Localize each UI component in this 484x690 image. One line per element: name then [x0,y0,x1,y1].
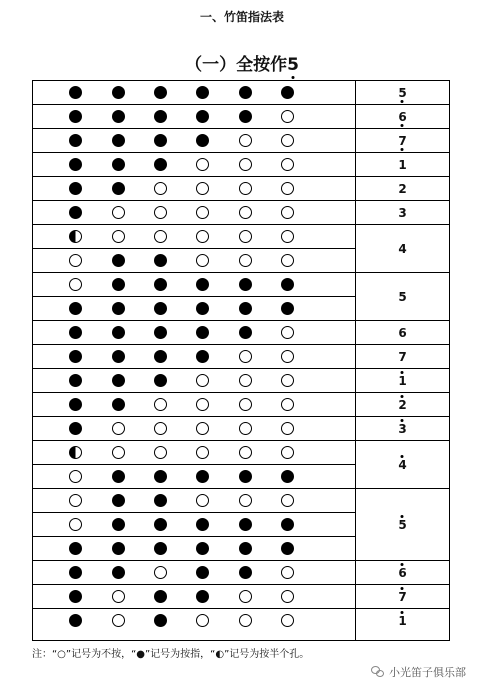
closed-hole-icon [69,158,82,171]
open-hole-icon [154,398,167,411]
open-hole-icon [112,206,125,219]
watermark-text: 小光笛子俱乐部 [389,666,466,679]
open-hole-icon [196,494,209,507]
high-octave-dot [401,419,404,422]
fingering-row [33,417,355,441]
closed-hole-icon [69,86,82,99]
legend-note: 注：“○”记号为不按，“●”记号为按指，“◐”记号为按半个孔。 [32,649,310,660]
note-cell [355,201,450,225]
open-hole-icon [281,110,294,123]
open-hole-icon [281,206,294,219]
note-label [398,519,406,531]
closed-hole-icon [112,278,125,291]
closed-hole-icon [154,542,167,555]
note-label [398,591,406,603]
open-hole-icon [154,230,167,243]
closed-hole-icon [69,542,82,555]
closed-hole-icon [196,542,209,555]
note-label [398,327,406,339]
watermark [371,664,466,680]
fingering-row [33,489,355,513]
open-hole-icon [196,254,209,267]
section-title-note [287,55,299,75]
note-cell [355,489,450,561]
note-cell [355,585,450,609]
open-hole-icon [154,422,167,435]
note-label [398,135,406,147]
closed-hole-icon [154,302,167,315]
closed-hole-icon [154,350,167,363]
open-hole-icon [154,182,167,195]
open-hole-icon [196,230,209,243]
open-hole-icon [154,446,167,459]
high-octave-dot [401,515,404,518]
closed-hole-icon [69,422,82,435]
open-hole-icon [281,182,294,195]
section-title [0,50,484,75]
note-cell [355,129,450,153]
open-hole-icon [239,398,252,411]
note-label-text: 7 [398,133,407,148]
fingering-row [33,609,355,633]
note-label [398,423,406,435]
closed-hole-icon [69,350,82,363]
closed-hole-icon [69,326,82,339]
closed-hole-icon [154,134,167,147]
open-hole-icon [281,374,294,387]
closed-hole-icon [154,278,167,291]
open-hole-icon [281,494,294,507]
closed-hole-icon [154,158,167,171]
closed-hole-icon [154,494,167,507]
open-hole-icon [239,374,252,387]
open-hole-icon [69,518,82,531]
open-hole-icon [281,254,294,267]
note-cell [355,153,450,177]
fingering-row [33,81,355,105]
fingering-row [33,513,355,537]
closed-hole-icon [154,518,167,531]
closed-hole-icon [112,182,125,195]
open-hole-icon [112,230,125,243]
high-octave-dot [401,371,404,374]
open-hole-icon [281,422,294,435]
note-label-text: 6 [398,565,407,580]
note-label [398,375,406,387]
note-label [398,159,406,171]
closed-hole-icon [239,518,252,531]
note-cell [355,369,450,393]
closed-hole-icon [112,326,125,339]
closed-hole-icon [154,254,167,267]
high-octave-dot [401,563,404,566]
closed-hole-icon [112,302,125,315]
closed-hole-icon [112,494,125,507]
open-hole-icon [239,590,252,603]
note-label [398,183,406,195]
closed-hole-icon [69,302,82,315]
open-hole-icon [281,350,294,363]
note-label [398,399,406,411]
closed-hole-icon [239,566,252,579]
note-label-text: 7 [398,589,407,604]
note-cell [355,561,450,585]
open-hole-icon [239,230,252,243]
closed-hole-icon [154,86,167,99]
open-hole-icon [112,614,125,627]
fingering-row [33,153,355,177]
note-cell [355,225,450,273]
closed-hole-icon [69,614,82,627]
open-hole-icon [69,494,82,507]
closed-hole-icon [112,158,125,171]
note-label [398,567,406,579]
open-hole-icon [239,446,252,459]
note-label [398,207,406,219]
note-label [398,615,406,627]
note-cell [355,609,450,633]
note-label [398,111,406,123]
open-hole-icon [281,566,294,579]
note-label-text: 2 [398,397,407,412]
note-cell [355,273,450,321]
note-label-text: 1 [398,373,407,388]
closed-hole-icon [239,326,252,339]
closed-hole-icon [196,86,209,99]
closed-hole-icon [281,518,294,531]
open-hole-icon [239,422,252,435]
closed-hole-icon [69,374,82,387]
closed-hole-icon [196,278,209,291]
closed-hole-icon [69,398,82,411]
fingering-row [33,465,355,489]
closed-hole-icon [196,350,209,363]
closed-hole-icon [154,374,167,387]
open-hole-icon [196,446,209,459]
open-hole-icon [239,254,252,267]
closed-hole-icon [281,86,294,99]
open-hole-icon [154,566,167,579]
open-hole-icon [69,254,82,267]
low-octave-dot [401,100,404,103]
page-title: 一、竹笛指法表 [199,10,284,24]
open-hole-icon [281,614,294,627]
note-label-text: 1 [398,614,407,628]
closed-hole-icon [154,614,167,627]
fingering-row [33,441,355,465]
closed-hole-icon [281,302,294,315]
open-hole-icon [239,182,252,195]
closed-hole-icon [196,470,209,483]
fingering-row [33,249,355,273]
note-label-text: 6 [398,325,407,340]
fingering-row [33,321,355,345]
note-label [398,243,406,255]
note-label-text: 3 [398,205,407,220]
note-label-text: 4 [398,457,407,472]
open-hole-icon [239,206,252,219]
low-octave-dot [401,124,404,127]
fingering-row [33,273,355,297]
high-octave-dot [401,611,404,614]
note-label-text: 6 [398,109,407,124]
closed-hole-icon [196,110,209,123]
open-hole-icon [281,230,294,243]
note-label-text: 4 [398,241,407,256]
note-cell [355,345,450,369]
closed-hole-icon [239,302,252,315]
high-octave-dot [401,587,404,590]
open-hole-icon [196,374,209,387]
wechat-icon [371,666,385,678]
closed-hole-icon [196,326,209,339]
open-hole-icon [196,398,209,411]
closed-hole-icon [154,590,167,603]
fingering-row [33,369,355,393]
fingering-row [33,585,355,609]
closed-hole-icon [112,350,125,363]
open-hole-icon [239,494,252,507]
note-label [398,87,406,99]
open-hole-icon [239,134,252,147]
closed-hole-icon [196,134,209,147]
closed-hole-icon [69,590,82,603]
open-hole-icon [239,158,252,171]
note-cell [355,441,450,489]
note-cell [355,393,450,417]
high-octave-dot [401,455,404,458]
closed-hole-icon [112,134,125,147]
fingering-chart [32,80,450,641]
closed-hole-icon [69,134,82,147]
open-hole-icon [239,614,252,627]
open-hole-icon [154,206,167,219]
closed-hole-icon [69,206,82,219]
high-octave-dot [401,395,404,398]
closed-hole-icon [154,470,167,483]
open-hole-icon [112,590,125,603]
closed-hole-icon [281,278,294,291]
note-label-text: 1 [398,157,407,172]
closed-hole-icon [196,302,209,315]
note-label [398,351,406,363]
open-hole-icon [196,206,209,219]
fingering-row [33,297,355,321]
note-label [398,459,406,471]
closed-hole-icon [112,110,125,123]
open-hole-icon [69,470,82,483]
closed-hole-icon [281,542,294,555]
open-hole-icon [112,446,125,459]
half-hole-icon [69,230,82,243]
note-label-text: 5 [398,517,407,532]
fingering-row [33,129,355,153]
open-hole-icon [196,182,209,195]
fingering-row [33,225,355,249]
note-cell [355,81,450,105]
section-title-note-label: 5 [287,55,299,75]
open-hole-icon [281,326,294,339]
fingering-row [33,177,355,201]
closed-hole-icon [112,566,125,579]
closed-hole-icon [112,542,125,555]
note-cell [355,321,450,345]
fingering-row [33,201,355,225]
section-title-prefix: （一）全按作 [185,55,288,75]
note-cell [355,105,450,129]
closed-hole-icon [112,470,125,483]
closed-hole-icon [239,110,252,123]
note-label-text: 5 [398,85,407,100]
closed-hole-icon [154,326,167,339]
low-octave-dot [401,148,404,151]
open-hole-icon [69,278,82,291]
closed-hole-icon [112,398,125,411]
open-hole-icon [281,134,294,147]
closed-hole-icon [112,86,125,99]
closed-hole-icon [196,590,209,603]
open-hole-icon [196,614,209,627]
fingering-row [33,561,355,585]
note-label-text: 5 [398,289,407,304]
closed-hole-icon [281,470,294,483]
closed-hole-icon [69,182,82,195]
note-cell [355,417,450,441]
open-hole-icon [281,590,294,603]
fingering-row [33,345,355,369]
closed-hole-icon [154,110,167,123]
closed-hole-icon [239,278,252,291]
open-hole-icon [281,398,294,411]
closed-hole-icon [239,470,252,483]
fingering-row [33,393,355,417]
open-hole-icon [281,158,294,171]
closed-hole-icon [196,566,209,579]
fingering-row [33,537,355,561]
low-octave-dot [292,76,295,79]
closed-hole-icon [112,254,125,267]
note-label-text: 7 [398,349,407,364]
open-hole-icon [239,350,252,363]
note-label-text: 2 [398,181,407,196]
open-hole-icon [196,158,209,171]
open-hole-icon [281,446,294,459]
fingering-row [33,105,355,129]
half-hole-icon [69,446,82,459]
note-cell [355,177,450,201]
closed-hole-icon [239,86,252,99]
closed-hole-icon [112,518,125,531]
note-label [398,291,406,303]
open-hole-icon [112,422,125,435]
closed-hole-icon [196,518,209,531]
open-hole-icon [196,422,209,435]
note-label-text: 3 [398,421,407,436]
closed-hole-icon [69,110,82,123]
closed-hole-icon [239,542,252,555]
closed-hole-icon [69,566,82,579]
closed-hole-icon [112,374,125,387]
